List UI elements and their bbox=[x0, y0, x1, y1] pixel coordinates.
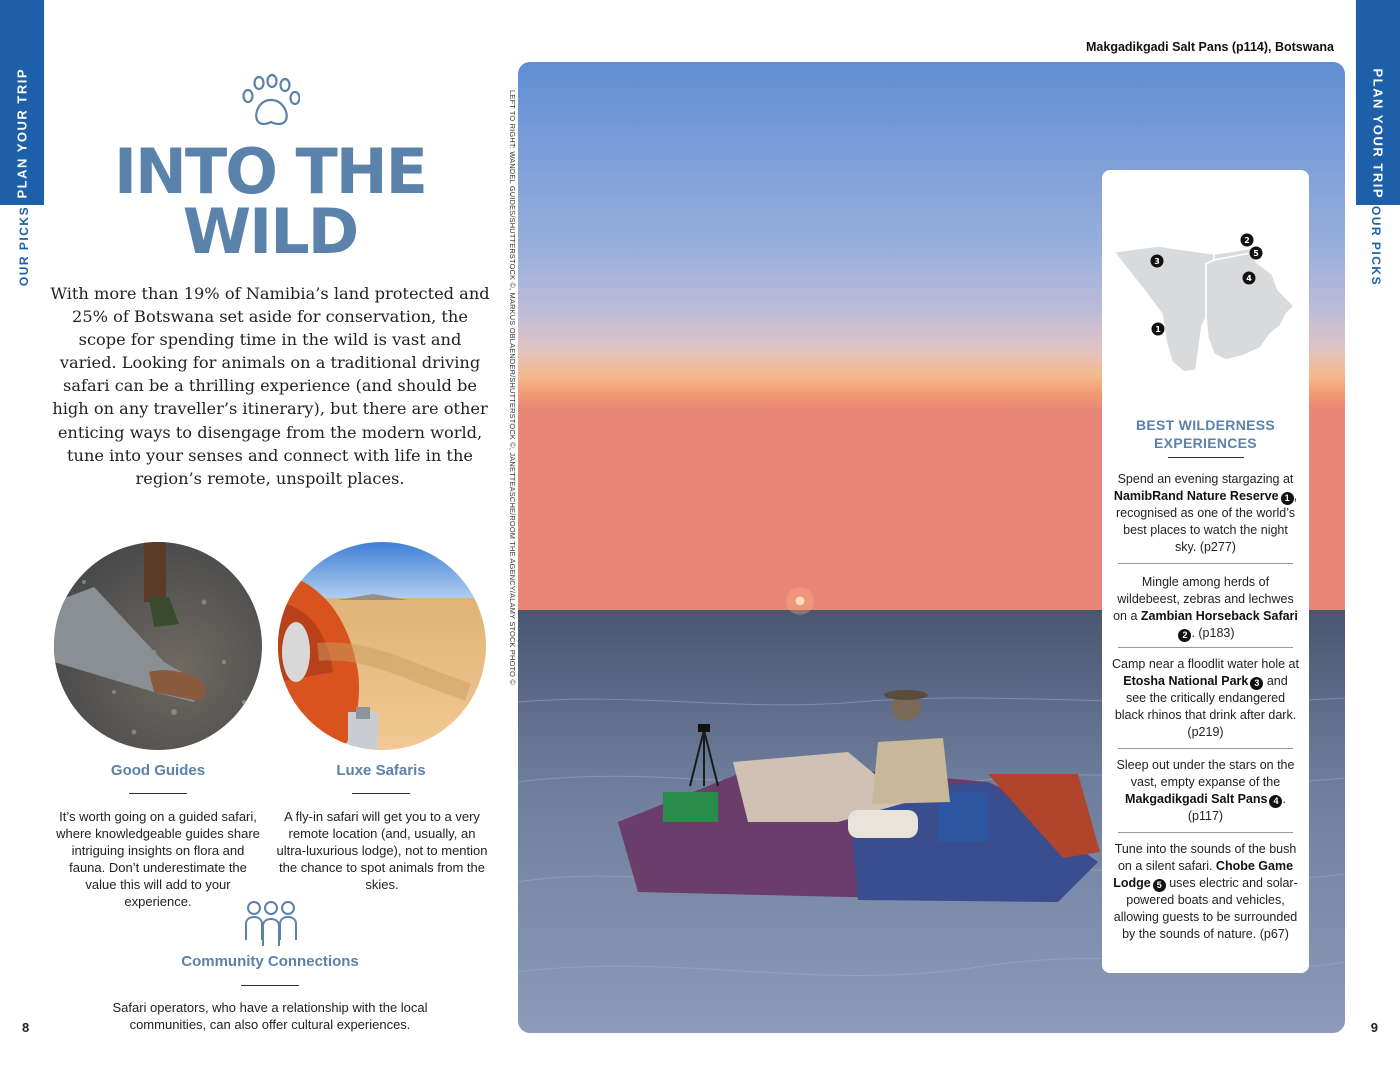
map-marker-4: 4 bbox=[1246, 274, 1252, 283]
item-text: Tune into the sounds of the bush on a silent safari. bbox=[1114, 842, 1297, 873]
marker-badge: 1 bbox=[1281, 492, 1294, 505]
panel-divider bbox=[1168, 457, 1244, 458]
item-text: Sleep out under the stars on the vast, empty expanse of the bbox=[1116, 758, 1295, 789]
map-marker-5: 5 bbox=[1253, 249, 1259, 258]
item-place: Etosha National Park bbox=[1123, 674, 1249, 688]
feature-divider bbox=[352, 793, 410, 794]
item-place: Chobe Game Lodge bbox=[1113, 859, 1294, 890]
feature-text-luxe-safaris: A fly-in safari will get you to a very remote location (and, usually, an ultra-luxurious lodge), not to mention the chance to spot animals from the skies. bbox=[276, 809, 488, 892]
marker-badge: 3 bbox=[1250, 677, 1263, 690]
panel-title-line-1: BEST WILDERNESS bbox=[1135, 417, 1276, 433]
item-divider bbox=[1118, 647, 1293, 648]
item-text: . (p183) bbox=[1191, 626, 1235, 640]
item-place: NamibRand Nature Reserve bbox=[1113, 489, 1279, 503]
item-text: Spend an evening stargazing at bbox=[1117, 472, 1294, 486]
experience-item-chobe bbox=[1112, 841, 1299, 943]
item-text: , recognised as one of the world’s best places to watch the night sky. (p277) bbox=[1115, 489, 1298, 554]
page-number-right: 9 bbox=[1370, 1020, 1378, 1035]
marker-badge: 4 bbox=[1269, 795, 1282, 808]
experience-item-etosha bbox=[1112, 656, 1299, 741]
map-marker-1: 1 bbox=[1155, 325, 1161, 334]
map-marker-2: 2 bbox=[1244, 236, 1250, 245]
photo-credit-text: LEFT TO RIGHT: WANDEL GUIDES/SHUTTERSTOCK ©, MARKUS OBLAENDER/SHUTTERSTOCK ©, JANETTEASCHE/ROOM THE AGENCY/ALAMY STOCK PHOTO © bbox=[508, 90, 517, 685]
item-text: . (p117) bbox=[1187, 792, 1286, 823]
item-text: uses electric and solar-powered boats and vehicles, allowing guests to be surrounded by the sounds of nature. (p67) bbox=[1113, 876, 1298, 941]
feature-title-good-guides: Good Guides bbox=[110, 762, 206, 779]
experience-item-namibrand bbox=[1112, 471, 1299, 556]
intro-paragraph: With more than 19% of Namibia’s land protected and 25% of Botswana set aside for conservation, the scope for spending time in the wild is vast and varied. Looking for animals on a traditional driving safari can be a thrilling experience (and should be high on any traveller’s itinerary), but there are other enticing ways to disengage from the modern world, tune into your senses and connect with life in the region’s remote, unspoilt places. bbox=[50, 284, 490, 488]
item-place: Zambian Horseback Safari bbox=[1140, 609, 1298, 623]
guide-photo bbox=[54, 542, 262, 750]
item-divider bbox=[1118, 748, 1293, 749]
title-line-1: INTO THE bbox=[113, 135, 427, 208]
feature-title-luxe-safaris: Luxe Safaris bbox=[336, 762, 426, 779]
paw-print-icon bbox=[240, 72, 300, 130]
experience-item-zambian-horseback bbox=[1112, 574, 1299, 642]
section-label-left: PLAN YOUR TRIP bbox=[14, 67, 30, 199]
feature-text-community: Safari operators, who have a relationship with the local communities, can also offer cultural experiences. bbox=[112, 1000, 428, 1032]
feature-divider bbox=[241, 985, 299, 986]
item-divider bbox=[1118, 832, 1293, 833]
subsection-label-left: OUR PICKS bbox=[17, 205, 31, 287]
item-text: Mingle among herds of wildebeest, zebras and lechwes on a bbox=[1113, 575, 1294, 623]
wilderness-experiences-panel bbox=[1102, 170, 1309, 973]
item-place: Makgadikgadi Salt Pans bbox=[1125, 792, 1268, 806]
feature-title-community: Community Connections bbox=[181, 953, 359, 970]
panel-title bbox=[1102, 416, 1309, 452]
feature-text-good-guides: It’s worth going on a guided safari, where knowledgeable guides share intriguing insights on flora and fauna. Don’t underestimate the value this will add to your experience. bbox=[56, 809, 260, 909]
panel-title-line-2: EXPERIENCES bbox=[1154, 435, 1257, 451]
marker-badge: 2 bbox=[1178, 629, 1191, 642]
experience-item-makgadikgadi bbox=[1112, 757, 1299, 825]
region-map bbox=[1110, 230, 1300, 380]
item-divider bbox=[1118, 563, 1293, 564]
photo-caption: Makgadikgadi Salt Pans (p114), Botswana bbox=[1086, 40, 1334, 54]
section-label-right: PLAN YOUR TRIP bbox=[1370, 68, 1386, 200]
page-number-left: 8 bbox=[22, 1020, 30, 1035]
item-text: and see the critically endangered black rhinos that drink after dark. (p219) bbox=[1114, 674, 1297, 739]
map-marker-3: 3 bbox=[1154, 257, 1160, 266]
safari-plane-photo bbox=[278, 542, 486, 750]
subsection-label-right: OUR PICKS bbox=[1369, 205, 1383, 287]
item-text: Camp near a floodlit water hole at bbox=[1112, 657, 1299, 671]
marker-badge: 5 bbox=[1153, 879, 1166, 892]
title-line-2: WILD bbox=[182, 195, 358, 268]
page-title bbox=[60, 135, 480, 268]
community-people-icon bbox=[242, 900, 300, 948]
feature-divider bbox=[129, 793, 187, 794]
